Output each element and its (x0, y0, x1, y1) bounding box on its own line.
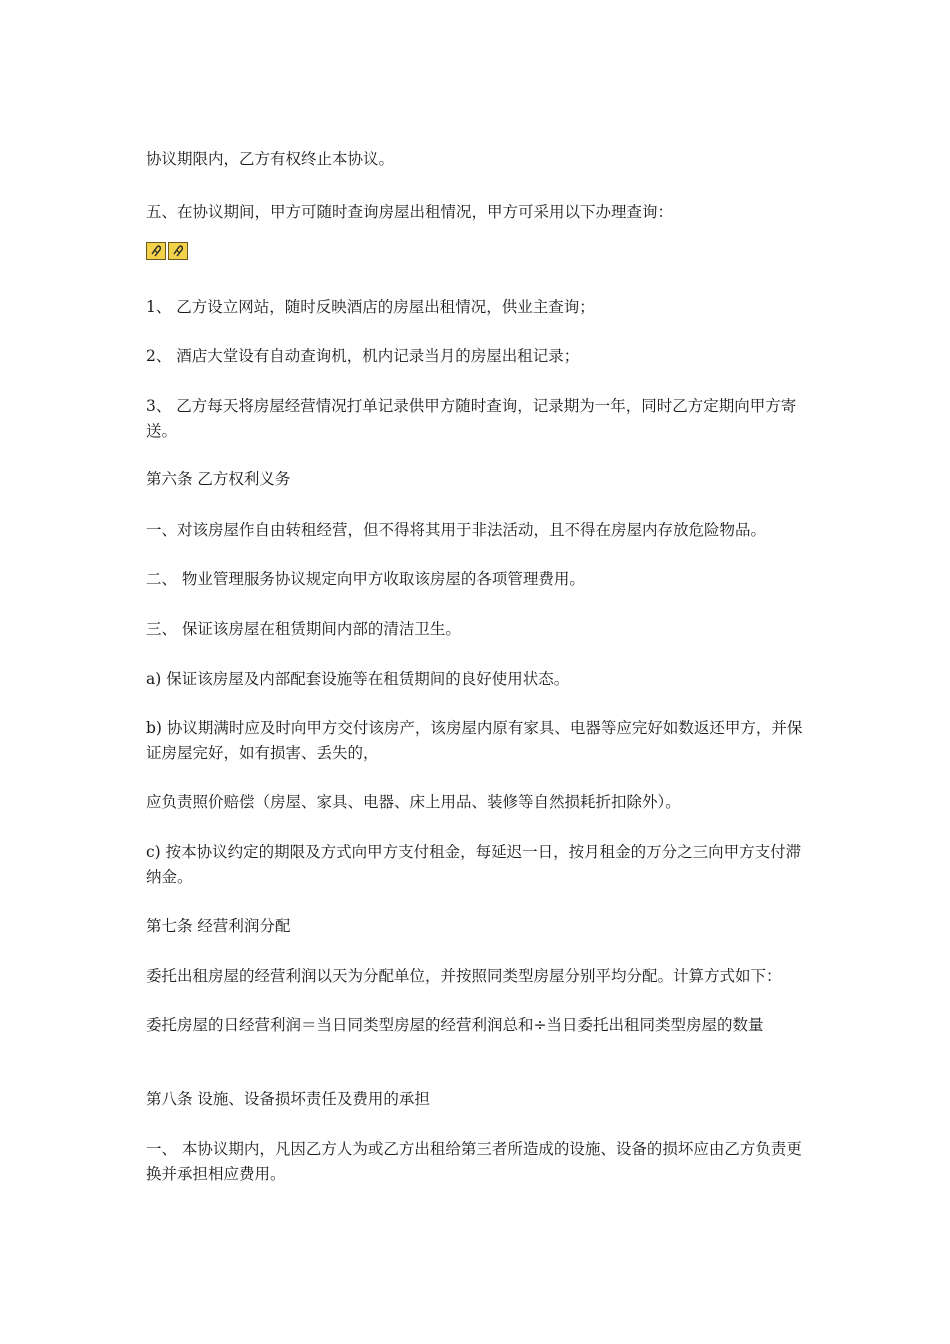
paragraph-8-1: 一、 本协议期内，凡因乙方人为或乙方出租给第三者所造成的设施、设备的损坏应由乙方负责更换并承担相应费用。 (146, 1140, 802, 1183)
heading-article-6: 第六条 乙方权利义务 (146, 470, 291, 488)
paragraph-6-c: c) 按本协议约定的期限及方式向甲方支付租金，每延迟一日，按月租金的万分之三向甲方支付滞纳金。 (146, 843, 802, 886)
embedded-icons (146, 242, 188, 260)
paragraph-7-1: 委托出租房屋的经营利润以天为分配单位，并按照同类型房屋分别平均分配。计算方式如下： (146, 967, 782, 985)
paragraph-6-a: a) 保证该房屋及内部配套设施等在租赁期间的良好使用状态。 (146, 670, 570, 688)
list-item-3: 3、 乙方每天将房屋经营情况打单记录供甲方随时查询，记录期为一年，同时乙方定期向甲方寄送。 (146, 397, 797, 440)
paragraph-6-b-cont: 应负责照价赔偿（房屋、家具、电器、床上用品、装修等自然损耗折扣除外）。 (146, 793, 681, 811)
paragraph-6-2: 二、 物业管理服务协议规定向甲方收取该房屋的各项管理费用。 (146, 570, 585, 588)
paragraph-6-3: 三、 保证该房屋在租赁期间内部的清洁卫生。 (146, 620, 461, 638)
attachment-icon (146, 242, 166, 260)
paragraph-term-end: 协议期限内，乙方有权终止本协议。 (146, 150, 395, 168)
paragraph-section-5: 五、在协议期间，甲方可随时查询房屋出租情况，甲方可采用以下办理查询： (146, 203, 674, 221)
paragraph-7-formula: 委托房屋的日经营利润＝当日同类型房屋的经营利润总和÷当日委托出租同类型房屋的数量 (146, 1016, 764, 1034)
paragraph-6-b: b) 协议期满时应及时向甲方交付该房产，该房屋内原有家具、电器等应完好如数返还甲方，并保证房屋完好，如有损害、丢失的， (146, 719, 803, 762)
paragraph-6-1: 一、对该房屋作自由转租经营，但不得将其用于非法活动，且不得在房屋内存放危险物品。 (146, 521, 767, 539)
list-item-1: 1、 乙方设立网站，随时反映酒店的房屋出租情况，供业主查询； (146, 298, 595, 316)
list-item-2: 2、 酒店大堂设有自动查询机，机内记录当月的房屋出租记录； (146, 347, 580, 365)
attachment-icon (168, 242, 188, 260)
heading-article-7: 第七条 经营利润分配 (146, 917, 291, 935)
heading-article-8: 第八条 设施、设备损坏责任及费用的承担 (146, 1090, 430, 1108)
